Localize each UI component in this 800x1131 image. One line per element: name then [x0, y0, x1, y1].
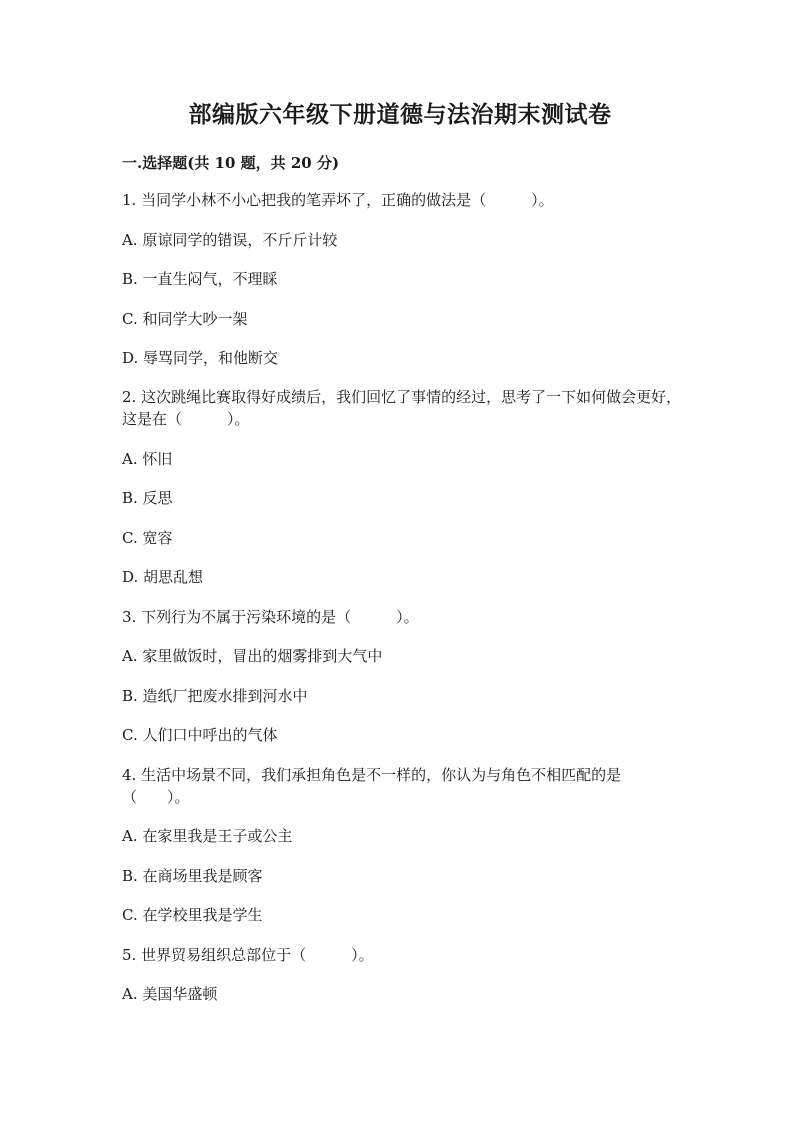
question-5-stem: 5. 世界贸易组织总部位于（ ）。 [122, 946, 374, 964]
question-1-stem: 1. 当同学小林不小心把我的笔弄坏了，正确的做法是（ ）。 [122, 191, 554, 209]
question-1-option-a: A. 原谅同学的错误，不斤斤计较 [122, 231, 338, 249]
question-4-option-a: A. 在家里我是王子或公主 [122, 827, 293, 845]
question-1-option-d: D. 辱骂同学，和他断交 [122, 349, 279, 367]
question-2-option-a: A. 怀旧 [122, 450, 173, 468]
question-3-option-a: A. 家里做饭时，冒出的烟雾排到大气中 [122, 647, 383, 665]
question-5-option-a: A. 美国华盛顿 [122, 985, 218, 1003]
question-2-stem: 2. 这次跳绳比赛取得好成绩后，我们回忆了事情的经过，思考了一下如何做会更好，这是在（ ）。 [122, 388, 682, 428]
question-3-stem: 3. 下列行为不属于污染环境的是（ ）。 [122, 608, 419, 626]
question-3-option-b: B. 造纸厂把废水排到河水中 [122, 687, 308, 705]
question-2-option-b: B. 反思 [122, 489, 173, 507]
section-heading: 一.选择题(共 10 题，共 20 分) [122, 154, 340, 172]
question-4-stem: 4. 生活中场景不同，我们承担角色是不一样的，你认为与角色不相匹配的是（ ）。 [122, 766, 622, 806]
question-1-option-b: B. 一直生闷气，不理睬 [122, 270, 278, 288]
question-1-option-c: C. 和同学大吵一架 [122, 310, 248, 328]
question-4-option-c: C. 在学校里我是学生 [122, 906, 263, 924]
question-3-option-c: C. 人们口中呼出的气体 [122, 726, 278, 744]
question-2-option-c: C. 宽容 [122, 529, 173, 547]
question-4-option-b: B. 在商场里我是顾客 [122, 867, 263, 885]
question-2-option-d: D. 胡思乱想 [122, 568, 204, 586]
page-title: 部编版六年级下册道德与法治期末测试卷 [188, 101, 612, 128]
